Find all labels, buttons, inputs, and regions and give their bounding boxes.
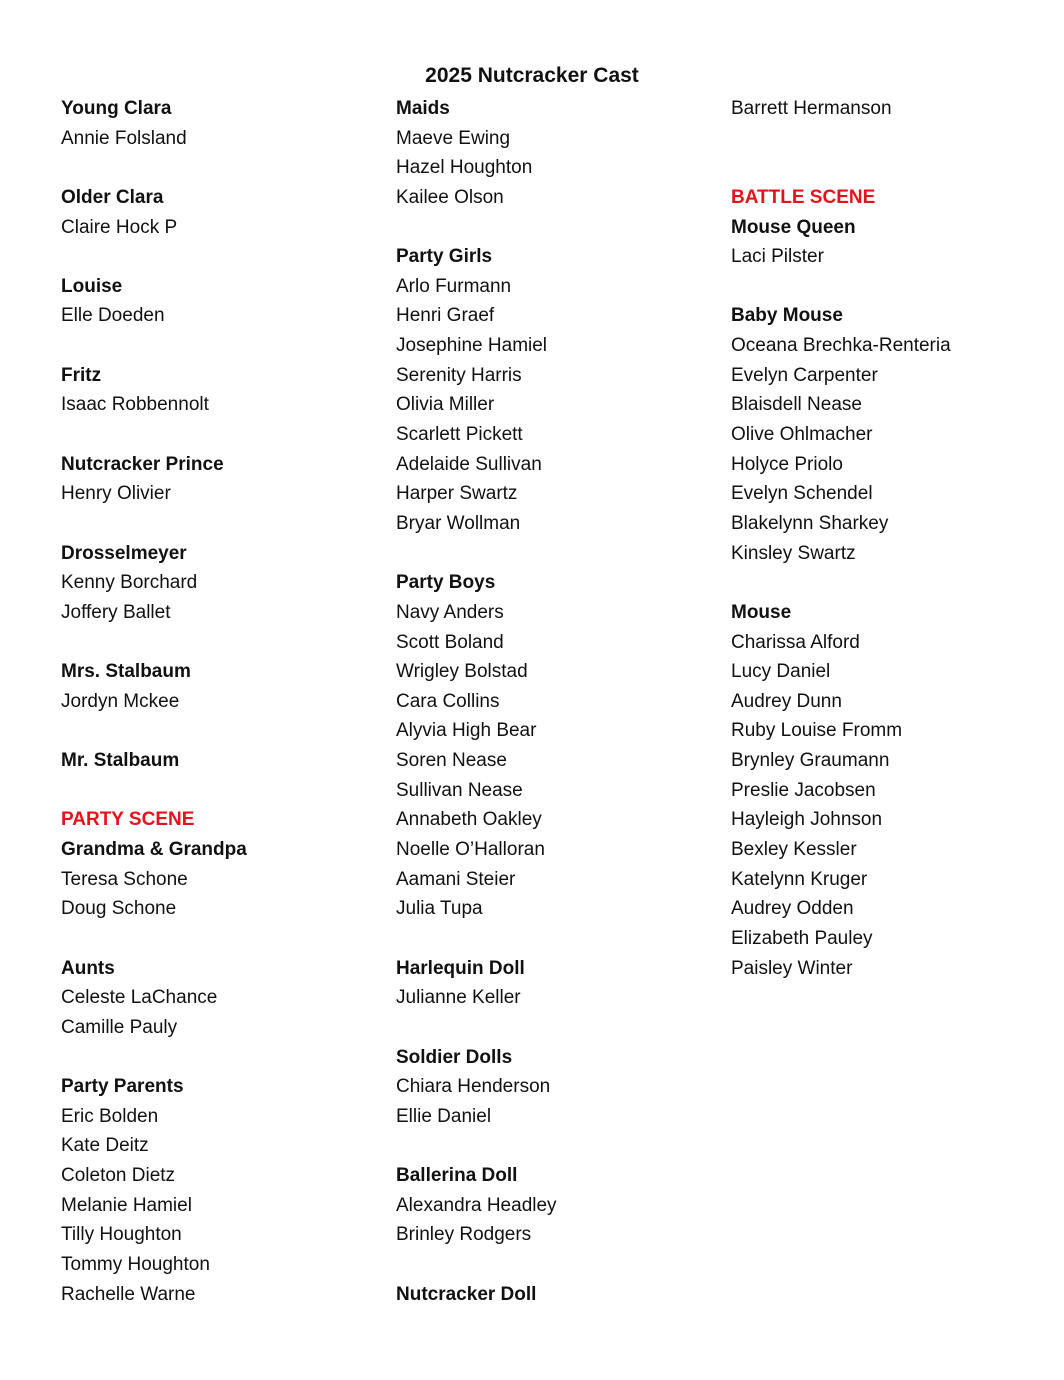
cast-member-name: Noelle O’Halloran xyxy=(396,839,545,861)
role-heading: Drosselmeyer xyxy=(61,542,187,564)
cast-column-3 xyxy=(731,94,1051,983)
cast-member-name: Navy Anders xyxy=(396,601,504,623)
cast-member-name: Brinley Rodgers xyxy=(396,1224,532,1246)
cast-member-name: Blaisdell Nease xyxy=(731,394,862,416)
cast-member-name: Hayleigh Johnson xyxy=(731,809,883,831)
cast-member-name: Bryar Wollman xyxy=(396,512,521,534)
cast-member-name: Julianne Keller xyxy=(396,987,521,1009)
spacer xyxy=(731,153,1051,183)
spacer xyxy=(61,509,381,539)
cast-member-name: Annie Folsland xyxy=(61,127,187,149)
cast-member-name: Elle Doeden xyxy=(61,305,165,327)
spacer xyxy=(61,716,381,746)
cast-member-name: Ellie Daniel xyxy=(396,1105,492,1127)
cast-member-name: Doug Schone xyxy=(61,898,177,920)
cast-member-name: Tilly Houghton xyxy=(61,1224,182,1246)
spacer xyxy=(61,153,381,183)
cast-member-name: Melanie Hamiel xyxy=(61,1194,192,1216)
cast-member-name: Kenny Borchard xyxy=(61,572,198,594)
spacer xyxy=(731,568,1051,598)
cast-member-name: Tommy Houghton xyxy=(61,1253,210,1275)
cast-member-name: Wrigley Bolstad xyxy=(396,661,528,683)
cast-member-name: Evelyn Carpenter xyxy=(731,364,878,386)
cast-member-name: Blakelynn Sharkey xyxy=(731,512,889,534)
cast-member-name: Kailee Olson xyxy=(396,186,504,208)
cast-member-name: Eric Bolden xyxy=(61,1105,159,1127)
cast-member-name: Holyce Priolo xyxy=(731,453,843,475)
cast-member-name: Scarlett Pickett xyxy=(396,424,523,446)
role-heading: Nutcracker Prince xyxy=(61,453,224,475)
role-heading: Older Clara xyxy=(61,186,164,208)
spacer xyxy=(61,776,381,806)
role-heading: Baby Mouse xyxy=(731,305,843,327)
cast-member-name: Lucy Daniel xyxy=(731,661,831,683)
cast-member-name: Arlo Furmann xyxy=(396,275,512,297)
cast-member-name: Hazel Houghton xyxy=(396,157,533,179)
role-heading: Young Clara xyxy=(61,98,172,119)
cast-member-name: Laci Pilster xyxy=(731,246,824,268)
role-heading: Harlequin Doll xyxy=(396,957,525,979)
role-heading: Soldier Dolls xyxy=(396,1046,513,1068)
role-heading: Mrs. Stalbaum xyxy=(61,661,191,683)
cast-member-name: Maeve Ewing xyxy=(396,127,511,149)
cast-member-name: Alyvia High Bear xyxy=(396,720,537,742)
spacer xyxy=(396,1013,716,1043)
cast-member-name: Claire Hock P xyxy=(61,216,178,238)
spacer xyxy=(61,924,381,954)
cast-member-name: Serenity Harris xyxy=(396,364,522,386)
cast-member-name: Sullivan Nease xyxy=(396,779,523,801)
role-heading: Mouse Queen xyxy=(731,216,856,238)
role-heading: Fritz xyxy=(61,364,102,386)
spacer xyxy=(396,539,716,569)
cast-member-name: Josephine Hamiel xyxy=(396,335,548,357)
scene-heading: PARTY SCENE xyxy=(61,809,195,831)
cast-member-name: Cara Collins xyxy=(396,690,500,712)
role-heading: Ballerina Doll xyxy=(396,1165,518,1187)
spacer xyxy=(61,628,381,658)
page-title: 2025 Nutcracker Cast xyxy=(425,64,639,87)
cast-member-name: Henry Olivier xyxy=(61,483,171,505)
scene-heading: BATTLE SCENE xyxy=(731,186,876,208)
cast-column-1 xyxy=(61,94,381,1309)
cast-member-name: Preslie Jacobsen xyxy=(731,779,876,801)
role-heading: Grandma & Grandpa xyxy=(61,839,247,861)
cast-member-name: Harper Swartz xyxy=(396,483,518,505)
cast-member-name: Camille Pauly xyxy=(61,1016,178,1038)
cast-member-name: Paisley Winter xyxy=(731,957,853,979)
cast-member-name: Henri Graef xyxy=(396,305,495,327)
cast-member-name: Bexley Kessler xyxy=(731,839,857,861)
role-heading: Party Boys xyxy=(396,572,496,594)
spacer xyxy=(396,1131,716,1161)
cast-member-name: Teresa Schone xyxy=(61,868,188,890)
cast-member-name: Olive Ohlmacher xyxy=(731,424,873,446)
cast-member-name: Evelyn Schendel xyxy=(731,483,873,505)
cast-member-name: Oceana Brechka-Renteria xyxy=(731,335,951,357)
cast-member-name: Audrey Dunn xyxy=(731,690,842,712)
spacer xyxy=(61,331,381,361)
cast-member-name: Scott Boland xyxy=(396,631,504,653)
cast-member-name: Celeste LaChance xyxy=(61,987,218,1009)
cast-member-name: Adelaide Sullivan xyxy=(396,453,542,475)
role-heading: Mouse xyxy=(731,601,792,623)
role-heading: Party Girls xyxy=(396,246,493,268)
cast-member-name: Coleton Dietz xyxy=(61,1165,176,1187)
cast-member-name: Brynley Graumann xyxy=(731,750,890,772)
cast-member-name: Chiara Henderson xyxy=(396,1076,551,1098)
cast-member-name: Kinsley Swartz xyxy=(731,542,856,564)
cast-member-name: Ruby Louise Fromm xyxy=(731,720,903,742)
cast-member-name: Julia Tupa xyxy=(396,898,483,920)
role-heading: Maids xyxy=(396,98,450,119)
cast-member-name: Rachelle Warne xyxy=(61,1283,196,1305)
spacer xyxy=(731,272,1051,302)
role-heading: Nutcracker Doll xyxy=(396,1283,537,1305)
spacer xyxy=(396,213,716,243)
cast-member-name: Katelynn Kruger xyxy=(731,868,868,890)
cast-member-name: Barrett Hermanson xyxy=(731,98,892,119)
cast-member-name: Alexandra Headley xyxy=(396,1194,557,1216)
spacer xyxy=(61,1043,381,1073)
spacer xyxy=(731,124,1051,154)
cast-member-name: Olivia Miller xyxy=(396,394,495,416)
cast-member-name: Aamani Steier xyxy=(396,868,516,890)
cast-member-name: Annabeth Oakley xyxy=(396,809,542,831)
spacer xyxy=(396,924,716,954)
role-heading: Party Parents xyxy=(61,1076,184,1098)
role-heading: Aunts xyxy=(61,957,115,979)
cast-member-name: Joffery Ballet xyxy=(61,601,171,623)
cast-column-2 xyxy=(396,94,716,1309)
cast-member-name: Isaac Robbennolt xyxy=(61,394,209,416)
cast-member-name: Elizabeth Pauley xyxy=(731,927,873,949)
spacer xyxy=(61,420,381,450)
cast-member-name: Jordyn Mckee xyxy=(61,690,180,712)
cast-member-name: Soren Nease xyxy=(396,750,507,772)
cast-member-name: Charissa Alford xyxy=(731,631,860,653)
spacer xyxy=(396,1250,716,1280)
cast-member-name: Audrey Odden xyxy=(731,898,854,920)
cast-member-name: Kate Deitz xyxy=(61,1135,149,1157)
role-heading: Mr. Stalbaum xyxy=(61,750,180,772)
spacer xyxy=(61,242,381,272)
role-heading: Louise xyxy=(61,275,123,297)
